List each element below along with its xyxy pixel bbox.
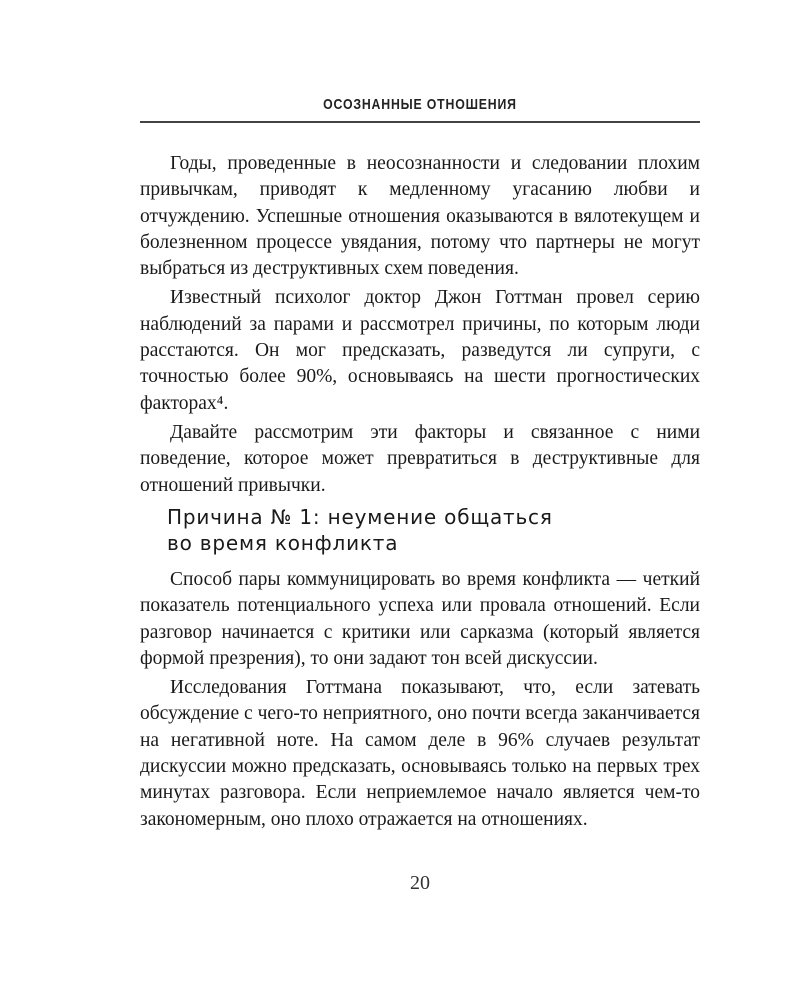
section-heading [167, 504, 700, 556]
running-header: ОСОЗНАННЫЕ ОТНОШЕНИЯ [323, 96, 517, 113]
intro-text [140, 151, 700, 502]
paragraph: Исследования Готтмана показывают, что, если затевать обсуждение с чего-то неприятного, оно почти всегда заканчивается на негативной ноте. На самом деле в 96% случаев результат дискуссии можно предсказать, основываясь только на первых трех минутах разговора. Если неприемлемое начало является чем-то закономерным, оно плохо отражается на отношениях. [140, 677, 700, 830]
paragraph: Давайте рассмотрим эти факторы и связанное с ними поведение, которое может превратиться в деструктивные для отношений привычки. [140, 421, 700, 496]
page-number: 20 [410, 872, 430, 894]
header-rule [140, 121, 700, 123]
paragraph: Годы, проведенные в неосознанности и следовании плохим привычкам, приводят к медленному угасанию любви и отчуждению. Успешные отношения оказываются в вялотекущем и болезненном процессе увядания, потому что партнеры не могут выбраться из деструктивных схем поведения. [140, 153, 700, 280]
section-text [140, 567, 700, 836]
section-heading-line: Причина № 1: неумение общаться [167, 505, 553, 529]
section-heading-line: во время конфликта [167, 531, 399, 555]
paragraph: Способ пары коммуницировать во время конфликта — четкий показатель потенциального успеха или провала отношений. Если разговор начинается с критики или сарказма (который является формой презрения), то они задают тон всей дискуссии. [140, 569, 700, 669]
paragraph: Известный психолог доктор Джон Готтман провел серию наблюдений за парами и рассмотрел причины, по которым люди расстаются. Он мог предсказать, разведутся ли супруги, с точностью более 90%, основываясь на шести прогностических факторах⁴. [140, 287, 700, 414]
